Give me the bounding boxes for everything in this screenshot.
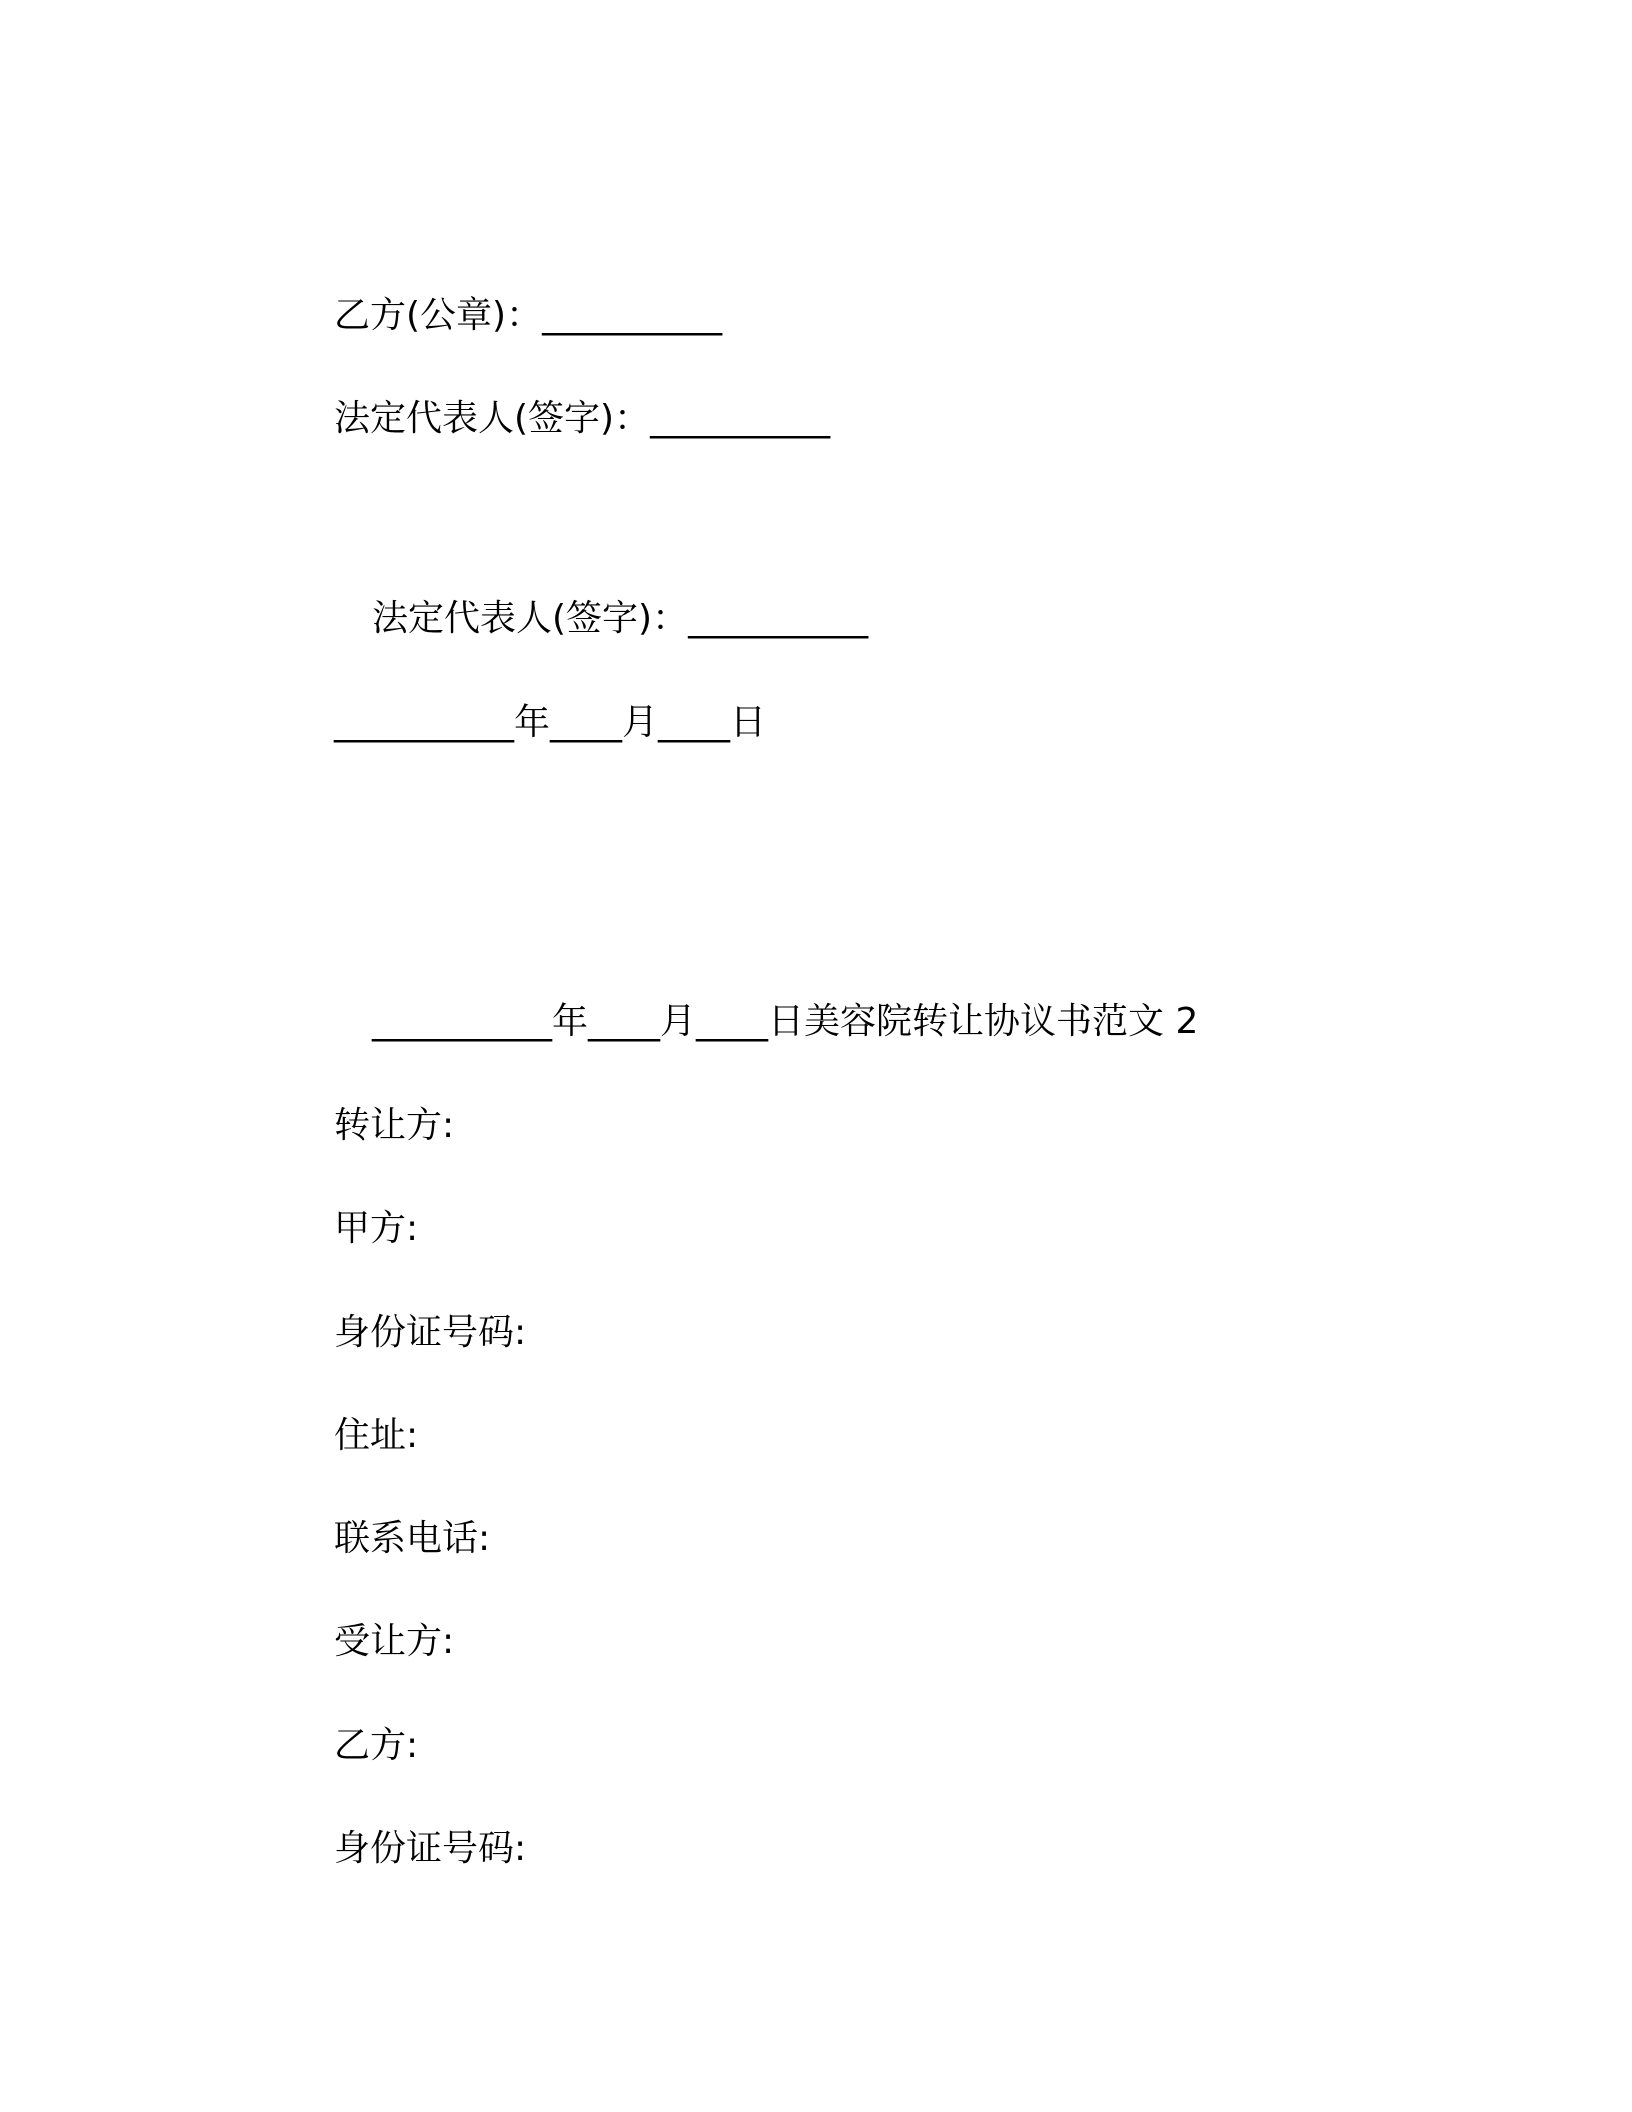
transferor-label: 转让方: — [334, 1105, 455, 1146]
party-b-label: 乙方: — [334, 1725, 419, 1766]
legal-rep-signature-line-2: 法定代表人(签字)：__________ — [372, 598, 869, 639]
agreement-heading: __________年____月____日美容院转让协议书范文 2 — [372, 1001, 1199, 1042]
party-a-label: 甲方: — [334, 1208, 419, 1249]
id-number-label-2: 身份证号码: — [334, 1828, 527, 1869]
date-line: __________年____月____日 — [334, 702, 766, 743]
id-number-label: 身份证号码: — [334, 1312, 527, 1353]
party-b-seal-line: 乙方(公章)：__________ — [334, 295, 723, 336]
transferee-label: 受让方: — [334, 1621, 455, 1662]
phone-label: 联系电话: — [334, 1518, 491, 1559]
legal-rep-signature-line: 法定代表人(签字)：__________ — [334, 398, 831, 439]
address-label: 住址: — [334, 1415, 419, 1456]
